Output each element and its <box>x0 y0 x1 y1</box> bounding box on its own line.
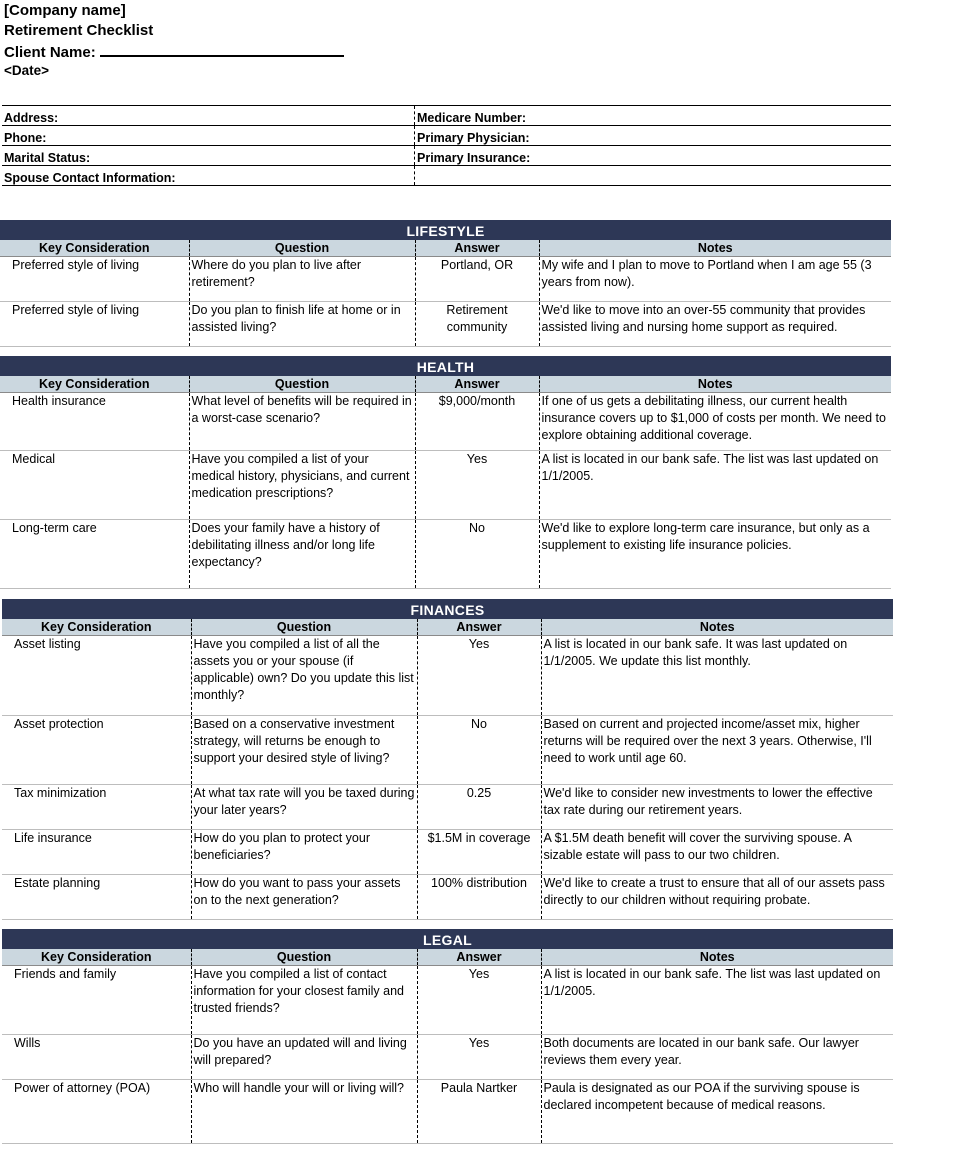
marital-label: Marital Status: <box>2 146 415 166</box>
table-row: Life insurance How do you plan to protect your beneficiaries? $1.5M in coverage A $1.5M death benefit will cover the surviving spouse. A sizable estate will pass to our two children. <box>2 830 893 875</box>
col-key: Key Consideration <box>0 376 189 393</box>
table-row: Friends and family Have you compiled a list of contact information for your closest family and trusted friends? Yes A list is located in our bank safe. The list was last updated on 1/1/2005. <box>2 966 893 1035</box>
client-info-table <box>2 105 891 186</box>
table-row: Medical Have you compiled a list of your medical history, physicians, and current medication prescriptions? Yes A list is located in our bank safe. The list was last updated on 1/1/2005. <box>0 451 891 520</box>
table-row: Health insurance What level of benefits will be required in a worst-case scenario? $9,000/month If one of us gets a debilitating illness, our current health insurance covers up to $1,000 of costs per month. We need to explore obtaining additional coverage. <box>0 393 891 451</box>
table-row: Power of attorney (POA) Who will handle your will or living will? Paula Nartker Paula is designated as our POA if the surviving spouse is declared incompetent because of medical reasons. <box>2 1080 893 1144</box>
medicare-label: Medicare Number: <box>415 106 892 126</box>
finances-header: FINANCES <box>2 599 893 619</box>
lifestyle-section <box>0 220 891 347</box>
insurance-label: Primary Insurance: <box>415 146 892 166</box>
spouse-contact-label: Spouse Contact Information: <box>2 166 415 186</box>
client-name-label: Client Name: <box>4 44 96 61</box>
client-name-field[interactable] <box>100 41 344 57</box>
col-question: Question <box>191 949 417 966</box>
lifestyle-header: LIFESTYLE <box>0 220 891 240</box>
phone-label: Phone: <box>2 126 415 146</box>
table-row: Asset listing Have you compiled a list of all the assets you or your spouse (if applicable) own? Do you update this list monthly? Yes A list is located in our bank safe. It was last updated on 1/1/2005. We update this list monthly. <box>2 636 893 716</box>
table-row: Asset protection Based on a conservative investment strategy, will returns be enough to support your desired style of living? No Based on current and projected income/asset mix, higher returns will be required over the next 3 years. Otherwise, I'll need to work until age 60. <box>2 716 893 785</box>
col-notes: Notes <box>541 619 893 636</box>
client-name-row <box>4 41 344 63</box>
finances-section <box>2 599 893 920</box>
physician-label: Primary Physician: <box>415 126 892 146</box>
table-row: Preferred style of living Do you plan to finish life at home or in assisted living? Retirement community We'd like to move into an over-55 community that provides assisted living and nursing home support as required. <box>0 302 891 347</box>
col-key: Key Consideration <box>0 240 189 257</box>
col-notes: Notes <box>539 376 891 393</box>
table-row: Long-term care Does your family have a history of debilitating illness and/or long life expectancy? No We'd like to explore long-term care insurance, but only as a supplement to existing life insurance policies. <box>0 520 891 589</box>
table-row: Estate planning How do you want to pass your assets on to the next generation? 100% distribution We'd like to create a trust to ensure that all of our assets pass directly to our children without requiring probate. <box>2 875 893 920</box>
col-answer: Answer <box>417 949 541 966</box>
col-question: Question <box>189 376 415 393</box>
legal-section <box>2 929 893 1144</box>
col-notes: Notes <box>541 949 893 966</box>
col-answer: Answer <box>415 376 539 393</box>
document-title: Retirement Checklist <box>4 22 154 39</box>
date-field[interactable]: <Date> <box>4 63 50 78</box>
col-question: Question <box>189 240 415 257</box>
company-name: [Company name] <box>4 2 126 19</box>
health-section <box>0 356 891 589</box>
col-answer: Answer <box>415 240 539 257</box>
table-row: Preferred style of living Where do you plan to live after retirement? Portland, OR My wife and I plan to move to Portland when I am age 55 (3 years from now). <box>0 257 891 302</box>
col-notes: Notes <box>539 240 891 257</box>
table-row: Tax minimization At what tax rate will you be taxed during your later years? 0.25 We'd like to consider new investments to lower the effective tax rate during our retirement years. <box>2 785 893 830</box>
address-label: Address: <box>2 106 415 126</box>
table-row: Wills Do you have an updated will and living will prepared? Yes Both documents are located in our bank safe. Our lawyer reviews them every year. <box>2 1035 893 1080</box>
col-key: Key Consideration <box>2 949 191 966</box>
col-question: Question <box>191 619 417 636</box>
col-key: Key Consideration <box>2 619 191 636</box>
health-header: HEALTH <box>0 356 891 376</box>
col-answer: Answer <box>417 619 541 636</box>
legal-header: LEGAL <box>2 929 893 949</box>
